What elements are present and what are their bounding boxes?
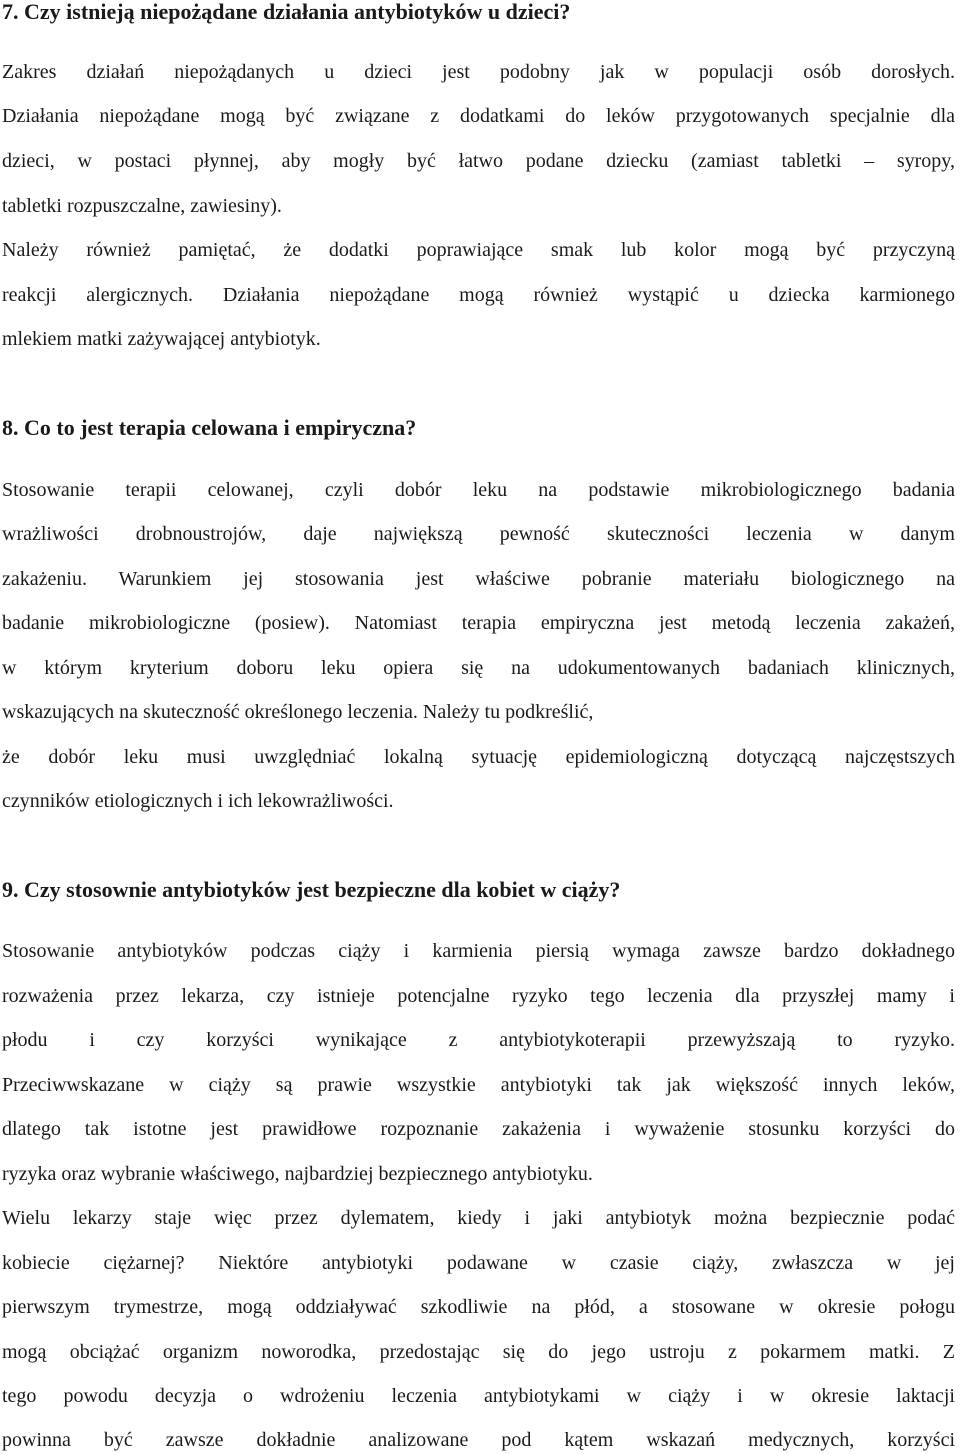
section-9-line: pierwszym trymestrze, mogą oddziaływać szkodliwie na płód, a stosowane w okresie połogu [2,1296,955,1318]
section-8-line: zakażeniu. Warunkiem jej stosowania jest właściwe pobranie materiału biologicznego na [2,568,955,590]
section-8-line: że dobór leku musi uwzględniać lokalną sytuację epidemiologiczną dotyczącą najczęstszych [2,746,955,768]
section-9-line: kobiecie ciężarnej? Niektóre antybiotyki podawane w czasie ciąży, zwłaszcza w jej [2,1252,955,1274]
section-9-line: ryzyka oraz wybranie właściwego, najbardziej bezpiecznego antybiotyku. [2,1163,593,1185]
section-9-line: mogą obciążać organizm noworodka, przedostając się do jego ustroju z pokarmem matki. Z [2,1341,955,1363]
section-7-line: reakcji alergicznych. Działania niepożądane mogą również wystąpić u dziecka karmionego [2,284,955,306]
section-8-line: w którym kryterium doboru leku opiera się na udokumentowanych badaniach klinicznych, [2,657,955,679]
section-9-line: tego powodu decyzja o wdrożeniu leczenia antybiotykami w ciąży i w okresie laktacji [2,1385,955,1407]
section-7-line: tabletki rozpuszczalne, zawiesiny). [2,195,282,217]
section-8-heading: 8. Co to jest terapia celowana i empiryczna? [2,415,417,440]
section-8-line: czynników etiologicznych i ich lekowrażliwości. [2,790,394,812]
section-7-line: Zakres działań niepożądanych u dzieci jest podobny jak w populacji osób dorosłych. [2,61,955,83]
section-7-line: Działania niepożądane mogą być związane z dodatkami do leków przygotowanych specjalnie dla [2,105,955,127]
section-8-line: wskazujących na skuteczność określonego leczenia. Należy tu podkreślić, [2,701,594,723]
section-9-line: Przeciwwskazane w ciąży są prawie wszystkie antybiotyki tak jak większość innych leków, [2,1074,955,1096]
section-7-line: dzieci, w postaci płynnej, aby mogły być łatwo podane dziecku (zamiast tabletki – syropy, [2,150,955,172]
section-7-line: mlekiem matki zażywającej antybiotyk. [2,328,321,350]
section-9-line: płodu i czy korzyści wynikające z antybiotykoterapii przewyższają to ryzyko. [2,1029,955,1051]
section-9-line: rozważenia przez lekarza, czy istnieje potencjalne ryzyko tego leczenia dla przyszłej mamy i [2,985,955,1007]
section-9-heading: 9. Czy stosownie antybiotyków jest bezpieczne dla kobiet w ciąży? [2,877,621,902]
section-7-line: Należy również pamiętać, że dodatki poprawiające smak lub kolor mogą być przyczyną [2,239,955,261]
section-8-line: badanie mikrobiologiczne (posiew). Natomiast terapia empiryczna jest metodą leczenia zakażeń, [2,612,955,634]
section-7-heading: 7. Czy istnieją niepożądane działania antybiotyków u dzieci? [2,0,571,24]
section-9-line: Wielu lekarzy staje więc przez dylematem, kiedy i jaki antybiotyk można bezpiecznie podać [2,1207,955,1229]
section-9-line: Stosowanie antybiotyków podczas ciąży i karmienia piersią wymaga zawsze bardzo dokładnego [2,940,955,962]
section-8-line: Stosowanie terapii celowanej, czyli dobór leku na podstawie mikrobiologicznego badania [2,479,955,501]
section-8-line: wrażliwości drobnoustrojów, daje największą pewność skuteczności leczenia w danym [2,523,955,545]
section-9-line: dlatego tak istotne jest prawidłowe rozpoznanie zakażenia i wyważenie stosunku korzyści do [2,1118,955,1140]
section-9-line: powinna być zawsze dokładnie analizowane pod kątem wskazań medycznych, korzyści [2,1429,955,1451]
